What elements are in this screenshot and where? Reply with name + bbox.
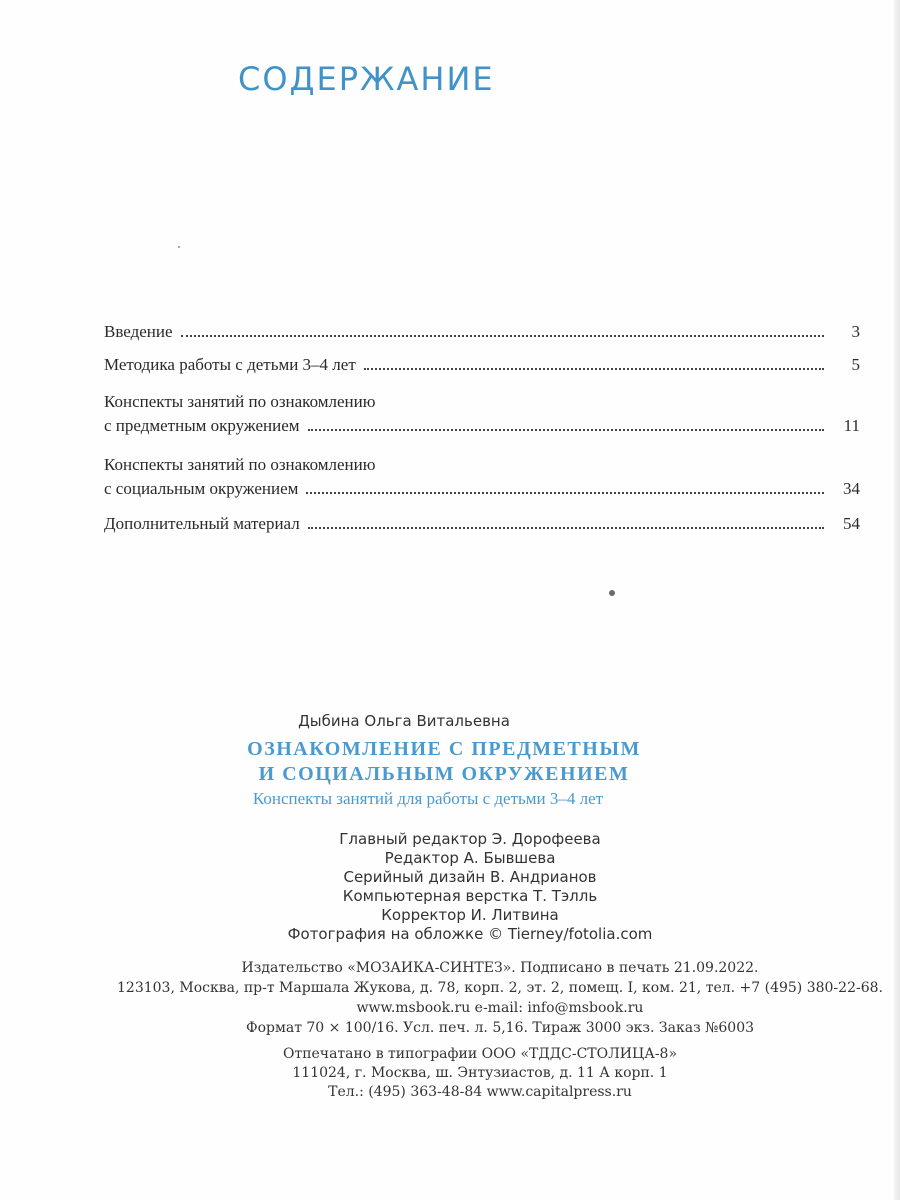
credit-line: Главный редактор Э. Дорофеева bbox=[339, 830, 601, 848]
credit-line: Фотография на обложке © Tierney/fotolia.com bbox=[287, 925, 653, 943]
toc-entry[interactable] bbox=[104, 514, 860, 543]
contents-heading: СОДЕРЖАНИЕ bbox=[238, 60, 495, 98]
toc-page-number: 11 bbox=[843, 416, 860, 435]
credit-line: Компьютерная верстка Т. Тэлль bbox=[342, 887, 598, 905]
toc-entry-title-line1: Конспекты занятий по ознакомлению bbox=[104, 455, 376, 474]
dot-leader bbox=[308, 429, 825, 431]
dot-leader bbox=[306, 492, 824, 494]
dot-leader bbox=[181, 335, 824, 337]
book-title-line: ОЗНАКОМЛЕНИЕ С ПРЕДМЕТНЫМ bbox=[247, 738, 641, 760]
printer-line: Тел.: (495) 363-48-84 www.capitalpress.ru bbox=[328, 1084, 632, 1100]
publisher-line: 123103, Москва, пр-т Маршала Жукова, д. 78, корп. 2, эт. 2, помещ. I, ком. 21, тел. +7 (495) 380-22-68. bbox=[117, 980, 883, 996]
toc-entry-title-line1: Конспекты занятий по ознакомлению bbox=[104, 392, 376, 411]
print-speck bbox=[178, 246, 180, 248]
book-title-line: И СОЦИАЛЬНЫМ ОКРУЖЕНИЕМ bbox=[258, 763, 630, 785]
dot-leader bbox=[364, 368, 824, 370]
publisher-line: www.msbook.ru e-mail: info@msbook.ru bbox=[356, 1000, 644, 1016]
credit-line: Серийный дизайн В. Андрианов bbox=[343, 868, 597, 886]
toc-entry[interactable] bbox=[104, 322, 860, 351]
credits-block bbox=[20, 830, 900, 944]
author-name: Дыбина Ольга Витальевна bbox=[298, 712, 510, 730]
toc-page-number: 54 bbox=[843, 514, 860, 533]
printer-line: Отпечатано в типографии ООО «ТДДС-СТОЛИЦА-8» bbox=[282, 1046, 678, 1062]
toc-entry-title: Введение bbox=[104, 322, 173, 341]
toc-page-number: 5 bbox=[851, 355, 860, 374]
print-speck bbox=[609, 590, 615, 596]
toc-entry-title-line2: с социальным окружением bbox=[104, 479, 299, 498]
toc-entry-title-line2: с предметным окружением bbox=[104, 416, 300, 435]
printer-info bbox=[30, 1045, 900, 1102]
book-title bbox=[0, 737, 894, 787]
table-of-contents bbox=[104, 322, 860, 547]
toc-page-number: 34 bbox=[843, 479, 860, 498]
toc-entry-title: Дополнительный материал bbox=[104, 514, 300, 533]
dot-leader bbox=[308, 527, 824, 529]
credit-line: Корректор И. Литвина bbox=[381, 906, 559, 924]
publisher-info bbox=[50, 958, 900, 1038]
book-subtitle: Конспекты занятий для работы с детьми 3–4 лет bbox=[252, 789, 604, 808]
printer-line: 111024, г. Москва, ш. Энтузиастов, д. 11 А корп. 1 bbox=[292, 1065, 668, 1081]
toc-page-number: 3 bbox=[851, 322, 860, 341]
toc-entry[interactable] bbox=[104, 355, 860, 384]
toc-entry[interactable] bbox=[104, 451, 860, 508]
publisher-line: Издательство «МОЗАИКА-СИНТЕЗ». Подписано в печать 21.09.2022. bbox=[241, 960, 759, 976]
credit-line: Редактор А. Бывшева bbox=[384, 849, 556, 867]
toc-entry[interactable] bbox=[104, 388, 860, 445]
toc-entry-title: Методика работы с детьми 3–4 лет bbox=[104, 355, 356, 374]
publisher-line: Формат 70 × 100/16. Усл. печ. л. 5,16. Тираж 3000 экз. Заказ №6003 bbox=[245, 1020, 755, 1036]
